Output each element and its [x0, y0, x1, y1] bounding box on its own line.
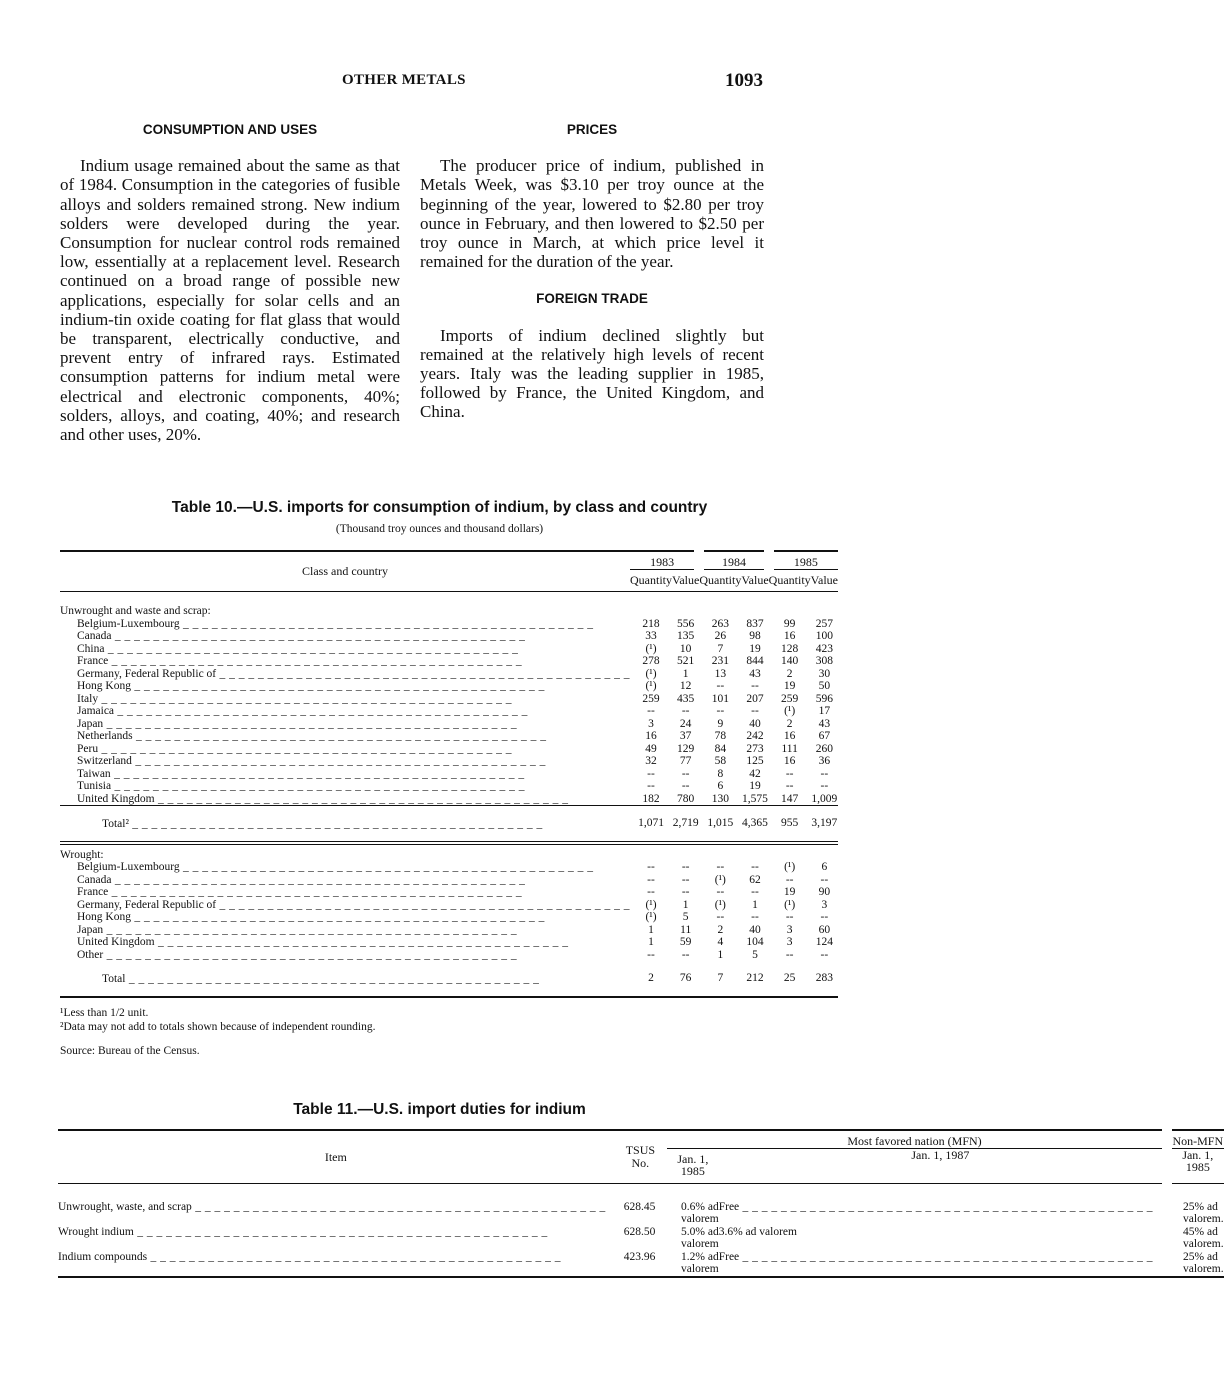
table-cell: 3 — [821, 898, 828, 911]
table-row — [60, 618, 838, 631]
country-name: Belgium-Luxembourg _ _ _ — [60, 861, 630, 874]
table-row — [60, 743, 838, 756]
table-cell: 556 — [677, 617, 695, 630]
table-cell: -- — [716, 886, 725, 898]
item-header: Item — [324, 1149, 347, 1164]
table-cell: -- — [716, 680, 725, 692]
table-cell: 43 — [749, 667, 761, 680]
table-cell: 16 — [783, 755, 796, 767]
table-cell: -- — [751, 705, 759, 717]
table-cell: -- — [681, 873, 690, 886]
country-name: Other _ _ _ — [60, 949, 630, 962]
table-cell: 16 — [783, 730, 796, 742]
value-header: Value — [741, 573, 769, 587]
table-cell: (¹) — [784, 861, 796, 873]
table-row — [60, 630, 838, 643]
item-name: Wrought indium _ _ _ — [58, 1226, 614, 1251]
table-cell: (¹) — [645, 911, 657, 923]
tsus-header: TSUS No. — [625, 1143, 656, 1170]
country-name: United Kingdom _ _ _ — [60, 936, 630, 949]
table-cell: 5 — [682, 911, 689, 923]
table-cell: 62 — [749, 873, 761, 886]
nonmfn-header: Non-MFN — [1167, 1130, 1224, 1148]
quantity-header: Quantity — [768, 573, 811, 587]
table-cell: 24 — [679, 717, 692, 730]
table-cell: -- — [647, 873, 655, 886]
table-cell: -- — [647, 767, 655, 780]
table-cell: 844 — [746, 655, 764, 667]
country-name: Tunisia _ _ _ — [60, 780, 630, 793]
consumption-paragraph: Indium usage remained about the same as that of 1984. Consumption in the categories of fusible alloys and solders remained strong. New indium solders were developed during the year. Consumption for nuclear control rods remained low, essentially at a replacement level. Research continued on a broad range of possible new applications, especially for solar cells and an indium-tin oxide coating for flat glass that would be transparent, electrically conductive, and prevent entry of infrared rays. Estimated consumption patterns for indium metal were electrical and electronic components, 40%; solders, alloys, and coating, 40%; and research and other uses, 20%. — [60, 156, 400, 445]
country-name: China _ _ _ — [60, 643, 630, 656]
table-cell: 90 — [818, 886, 831, 898]
item-name: Indium compounds _ _ _ — [58, 1251, 614, 1277]
table-row — [60, 668, 838, 681]
total-cell: 3,197 — [811, 817, 838, 829]
table-cell: -- — [716, 861, 725, 873]
table-cell: 49 — [645, 742, 657, 755]
table-cell: 1 — [682, 898, 689, 911]
country-name: Jamaica _ _ _ — [60, 705, 630, 718]
table-cell: 135 — [677, 630, 695, 642]
table-cell: 596 — [815, 692, 833, 705]
table11 — [58, 1129, 1224, 1278]
tsus-number: 628.50 — [623, 1225, 656, 1238]
table-cell: -- — [681, 705, 690, 717]
mfn-date-1985-header: Jan. 1, 1985 — [677, 1151, 709, 1178]
table-cell: -- — [785, 780, 794, 792]
table10-unwrought-body — [60, 592, 838, 806]
table-cell: -- — [647, 861, 655, 873]
country-name: Germany, Federal Republic of _ _ _ — [60, 668, 630, 681]
table-cell: 32 — [645, 755, 657, 767]
country-name: Peru _ _ _ — [60, 743, 630, 756]
country-name: Germany, Federal Republic of _ _ _ — [60, 899, 630, 912]
country-name: Japan _ _ _ — [60, 718, 630, 731]
table-row — [60, 886, 838, 899]
table-cell: 242 — [746, 730, 764, 742]
table-cell: 100 — [815, 630, 833, 642]
table-cell: 98 — [749, 630, 761, 642]
table10-wrought-body — [60, 841, 838, 961]
section-heading-unwrought: Unwrought and waste and scrap: — [60, 605, 211, 617]
table-cell: -- — [647, 948, 655, 961]
table-cell: 99 — [783, 617, 796, 630]
table11-caption — [0, 1101, 879, 1119]
table-cell: 37 — [679, 730, 692, 742]
table-cell: 60 — [818, 923, 831, 936]
page-number: 1093 — [725, 70, 763, 91]
value-header: Value — [672, 573, 700, 587]
table-cell: 59 — [679, 936, 692, 948]
table-cell: -- — [681, 780, 690, 792]
foreign-trade-heading: FOREIGN TRADE — [536, 291, 648, 307]
table-cell: 182 — [642, 792, 660, 805]
total-cell: 2 — [648, 972, 654, 984]
table-cell: 207 — [746, 692, 764, 705]
table-cell: 6 — [821, 861, 828, 873]
table-row — [60, 730, 838, 743]
table10-wrought-total — [60, 961, 838, 997]
table-row — [60, 874, 838, 887]
table-cell: 1 — [648, 923, 654, 936]
year-header-1983: 1983 — [630, 551, 699, 569]
table-cell: 30 — [818, 667, 831, 680]
mfn-1985-rate: 0.6% ad valorem — [681, 1200, 719, 1225]
total-cell: 1,015 — [707, 817, 734, 829]
value-header: Value — [810, 573, 838, 587]
prices-heading: PRICES — [566, 122, 618, 137]
nonmfn-rate: 25% ad valorem. — [1183, 1200, 1224, 1225]
table-cell: (¹) — [645, 898, 657, 911]
table-cell: -- — [820, 780, 829, 792]
right-column — [420, 120, 764, 422]
total-label: Total _ _ _ — [60, 961, 630, 997]
table-cell: 273 — [746, 742, 764, 755]
table-cell: 43 — [818, 717, 831, 730]
table-row — [60, 936, 838, 949]
table-cell: -- — [647, 886, 655, 898]
running-title: OTHER METALS — [342, 72, 466, 88]
table-row — [60, 899, 838, 912]
country-name: Switzerland _ _ _ — [60, 755, 630, 768]
table-cell: 130 — [711, 792, 729, 805]
table-cell: 50 — [818, 680, 831, 692]
total-cell: 283 — [815, 972, 833, 984]
item-name: Unwrought, waste, and scrap _ _ _ — [58, 1183, 614, 1226]
mfn-1985-rate: 5.0% ad valorem — [681, 1225, 719, 1250]
table-cell: 16 — [645, 730, 657, 742]
total-cell: 4,365 — [742, 817, 768, 829]
table-cell: 7 — [717, 642, 724, 655]
country-name: Belgium-Luxembourg _ _ _ — [60, 618, 630, 631]
table-cell: 1,575 — [742, 792, 768, 805]
table-cell: 6 — [717, 780, 724, 792]
table-cell: 128 — [781, 642, 799, 655]
table-row — [60, 655, 838, 668]
total-cell: 25 — [783, 972, 796, 984]
table-cell: 17 — [818, 705, 831, 717]
table-cell: 4 — [717, 936, 724, 948]
nonmfn-rate: 25% ad valorem. — [1183, 1250, 1224, 1275]
table-cell: -- — [785, 911, 794, 923]
country-name: France _ _ _ — [60, 655, 630, 668]
quantity-header: Quantity — [630, 572, 672, 587]
table-cell: 278 — [642, 655, 660, 667]
table-cell: 260 — [815, 742, 833, 755]
table-cell: 124 — [815, 936, 833, 948]
table-cell: -- — [681, 861, 690, 873]
table-cell: 837 — [746, 617, 764, 630]
table-cell: 263 — [711, 617, 729, 630]
country-name: Hong Kong _ _ _ — [60, 680, 630, 693]
table-row — [60, 793, 838, 806]
quantity-header: Quantity — [699, 573, 742, 587]
total-cell: 76 — [679, 972, 692, 984]
tsus-number: 628.45 — [623, 1200, 656, 1213]
table11-body — [58, 1183, 1224, 1277]
table-cell: 125 — [746, 755, 764, 767]
table-cell: -- — [751, 680, 759, 692]
table-cell: 12 — [679, 680, 692, 692]
table10-title: Table 10.—U.S. imports for consumption of indium, by class and country — [171, 499, 708, 516]
table-row — [60, 949, 838, 962]
table-cell: 42 — [749, 767, 761, 780]
table10 — [60, 550, 838, 998]
total-label: Total² _ _ _ — [60, 806, 630, 842]
consumption-heading: CONSUMPTION AND USES — [142, 122, 318, 137]
tsus-number: 423.96 — [623, 1250, 656, 1263]
table-cell: 101 — [711, 692, 729, 705]
total-cell: 955 — [781, 817, 799, 829]
total-row-wrought — [60, 961, 838, 997]
table-cell: -- — [716, 911, 725, 923]
table-cell: (¹) — [645, 642, 657, 655]
total-cell: 2,719 — [672, 817, 699, 829]
table-cell: 9 — [717, 717, 724, 730]
table-row — [60, 755, 838, 768]
table-row — [58, 1226, 1224, 1251]
table-cell: 8 — [717, 767, 724, 780]
table-row — [60, 911, 838, 924]
mfn-1987-rate: 3.6% ad valorem — [718, 1225, 797, 1238]
table-cell: -- — [820, 873, 829, 886]
table-cell: 259 — [642, 692, 660, 705]
footnote-1: ¹Less than 1/2 unit. — [60, 1007, 149, 1019]
table-cell: 40 — [749, 923, 761, 936]
table-cell: 78 — [714, 730, 727, 742]
table-cell: (¹) — [784, 898, 796, 911]
table-cell: 13 — [714, 667, 727, 680]
nonmfn-date-header: Jan. 1, 1985 — [1167, 1148, 1224, 1183]
table-cell: 1 — [648, 936, 654, 948]
mfn-header: Most favored nation (MFN) — [667, 1130, 1167, 1148]
footnote-2: ²Data may not add to totals shown because of independent rounding. — [60, 1021, 376, 1033]
table-cell: -- — [751, 861, 759, 873]
table-cell: 40 — [749, 717, 761, 730]
prices-paragraph: The producer price of indium, published in Metals Week, was $3.10 per troy ounce at the beginning of the year, lowered to $2.80 per troy ounce in February, and then lowered to $2.50 per troy ounce in March, at which price level it remained for the duration of the year. — [420, 156, 764, 272]
left-column — [60, 120, 400, 444]
total-cell: 1,071 — [638, 817, 664, 829]
table-cell: -- — [785, 767, 794, 780]
total-row-unwrought — [60, 806, 838, 842]
table-cell: 1 — [682, 667, 689, 680]
table-cell: 26 — [714, 630, 727, 642]
table-cell: -- — [820, 767, 829, 780]
mfn-1985-rate: 1.2% ad valorem — [681, 1250, 719, 1275]
table-cell: -- — [647, 705, 655, 717]
table-cell: 257 — [815, 617, 833, 630]
table-cell: 3 — [786, 923, 793, 936]
table-cell: (¹) — [714, 898, 726, 911]
table-cell: -- — [751, 911, 759, 923]
table-row — [60, 643, 838, 656]
table-cell: 3 — [786, 936, 793, 948]
table-row — [60, 680, 838, 693]
table-cell: 423 — [815, 642, 833, 655]
table-cell: 19 — [783, 886, 796, 898]
table-cell: 3 — [648, 717, 654, 730]
nonmfn-rate: 45% ad valorem. — [1183, 1225, 1224, 1250]
table-row — [60, 693, 838, 706]
country-name: Japan _ _ _ — [60, 924, 630, 937]
mfn-date-1987-header: Jan. 1, 1987 — [911, 1147, 970, 1162]
table-cell: -- — [647, 780, 655, 792]
table-cell: 58 — [714, 755, 727, 767]
country-name: Canada _ _ _ — [60, 630, 630, 643]
table-cell: (¹) — [784, 705, 796, 717]
table-row — [60, 705, 838, 718]
table-cell: -- — [820, 948, 829, 961]
table-cell: -- — [751, 886, 759, 898]
table-cell: 780 — [677, 792, 695, 805]
source-note: Source: Bureau of the Census. — [60, 1045, 200, 1057]
table10-unwrought-total — [60, 806, 838, 842]
table-cell: 16 — [783, 630, 796, 642]
table-row — [58, 1251, 1224, 1277]
table10-notes — [60, 1006, 375, 1058]
table-row — [60, 861, 838, 874]
table-cell: 104 — [746, 936, 764, 948]
table-cell: 308 — [815, 655, 833, 667]
table-cell: -- — [681, 886, 690, 898]
table-cell: (¹) — [645, 667, 657, 680]
table11-title: Table 11.—U.S. import duties for indium — [293, 1101, 586, 1118]
table-cell: 218 — [642, 617, 660, 630]
table-row — [60, 780, 838, 793]
section-heading-wrought: Wrought: — [60, 848, 104, 861]
table-cell: 1 — [717, 948, 724, 961]
country-name: Canada _ _ _ — [60, 874, 630, 887]
table-cell: -- — [820, 911, 829, 923]
foreign-trade-paragraph: Imports of indium declined slightly but remained at the relatively high levels of recent years. Italy was the leading supplier in 1985, followed by France, the United Kingdom, and China. — [420, 325, 764, 422]
table-row — [58, 1183, 1224, 1226]
table-cell: -- — [785, 873, 794, 886]
table-cell: -- — [785, 948, 794, 961]
year-header-1985: 1985 — [769, 551, 838, 569]
table-cell: 435 — [677, 692, 695, 705]
total-cell: 7 — [717, 972, 724, 984]
country-name: Italy _ _ _ — [60, 693, 630, 706]
country-name: Netherlands _ _ _ — [60, 730, 630, 743]
table-cell: 111 — [781, 742, 798, 755]
table-row — [60, 718, 838, 731]
table-row — [60, 924, 838, 937]
table-cell: (¹) — [645, 680, 657, 692]
table-cell: -- — [681, 767, 690, 780]
mfn-1987-rate: Free _ _ _ — [719, 1251, 1167, 1277]
running-header — [0, 70, 879, 94]
table10-caption — [0, 499, 879, 535]
table-cell: 2 — [786, 717, 793, 730]
table-cell: 10 — [679, 642, 692, 655]
table-cell: 11 — [680, 923, 692, 936]
table-cell: 147 — [781, 792, 799, 805]
total-cell: 212 — [746, 972, 764, 984]
country-name: France _ _ _ — [60, 886, 630, 899]
year-header-1984: 1984 — [699, 551, 768, 569]
table-cell: 33 — [645, 630, 657, 642]
table-cell: 259 — [781, 692, 799, 705]
table-cell: 521 — [677, 655, 695, 667]
table-row — [60, 768, 838, 781]
table-cell: 129 — [677, 742, 695, 755]
table-cell: 140 — [781, 655, 799, 667]
table-cell: 19 — [749, 642, 761, 655]
country-name: Taiwan _ _ _ — [60, 768, 630, 781]
table-cell: 19 — [783, 680, 796, 692]
class-country-header: Class and country — [302, 564, 388, 579]
table-cell: 77 — [679, 755, 692, 767]
table-cell: 5 — [752, 948, 758, 961]
table-cell: 84 — [714, 742, 727, 755]
table-cell: -- — [716, 705, 725, 717]
table-cell: 2 — [717, 923, 724, 936]
country-name: United Kingdom _ _ _ — [60, 793, 630, 806]
table-cell: 1 — [752, 898, 758, 911]
table-cell: 2 — [786, 667, 793, 680]
table-cell: (¹) — [714, 873, 726, 886]
table10-units: (Thousand troy ounces and thousand dollars) — [335, 523, 544, 535]
table-cell: 1,009 — [811, 792, 838, 805]
table-cell: -- — [681, 948, 690, 961]
table-cell: 231 — [711, 655, 729, 667]
table-cell: 19 — [749, 780, 761, 792]
table-cell: 67 — [818, 730, 831, 742]
table-cell: 36 — [818, 755, 831, 767]
mfn-1987-rate: Free _ _ _ — [719, 1183, 1167, 1226]
country-name: Hong Kong _ _ _ — [60, 911, 630, 924]
